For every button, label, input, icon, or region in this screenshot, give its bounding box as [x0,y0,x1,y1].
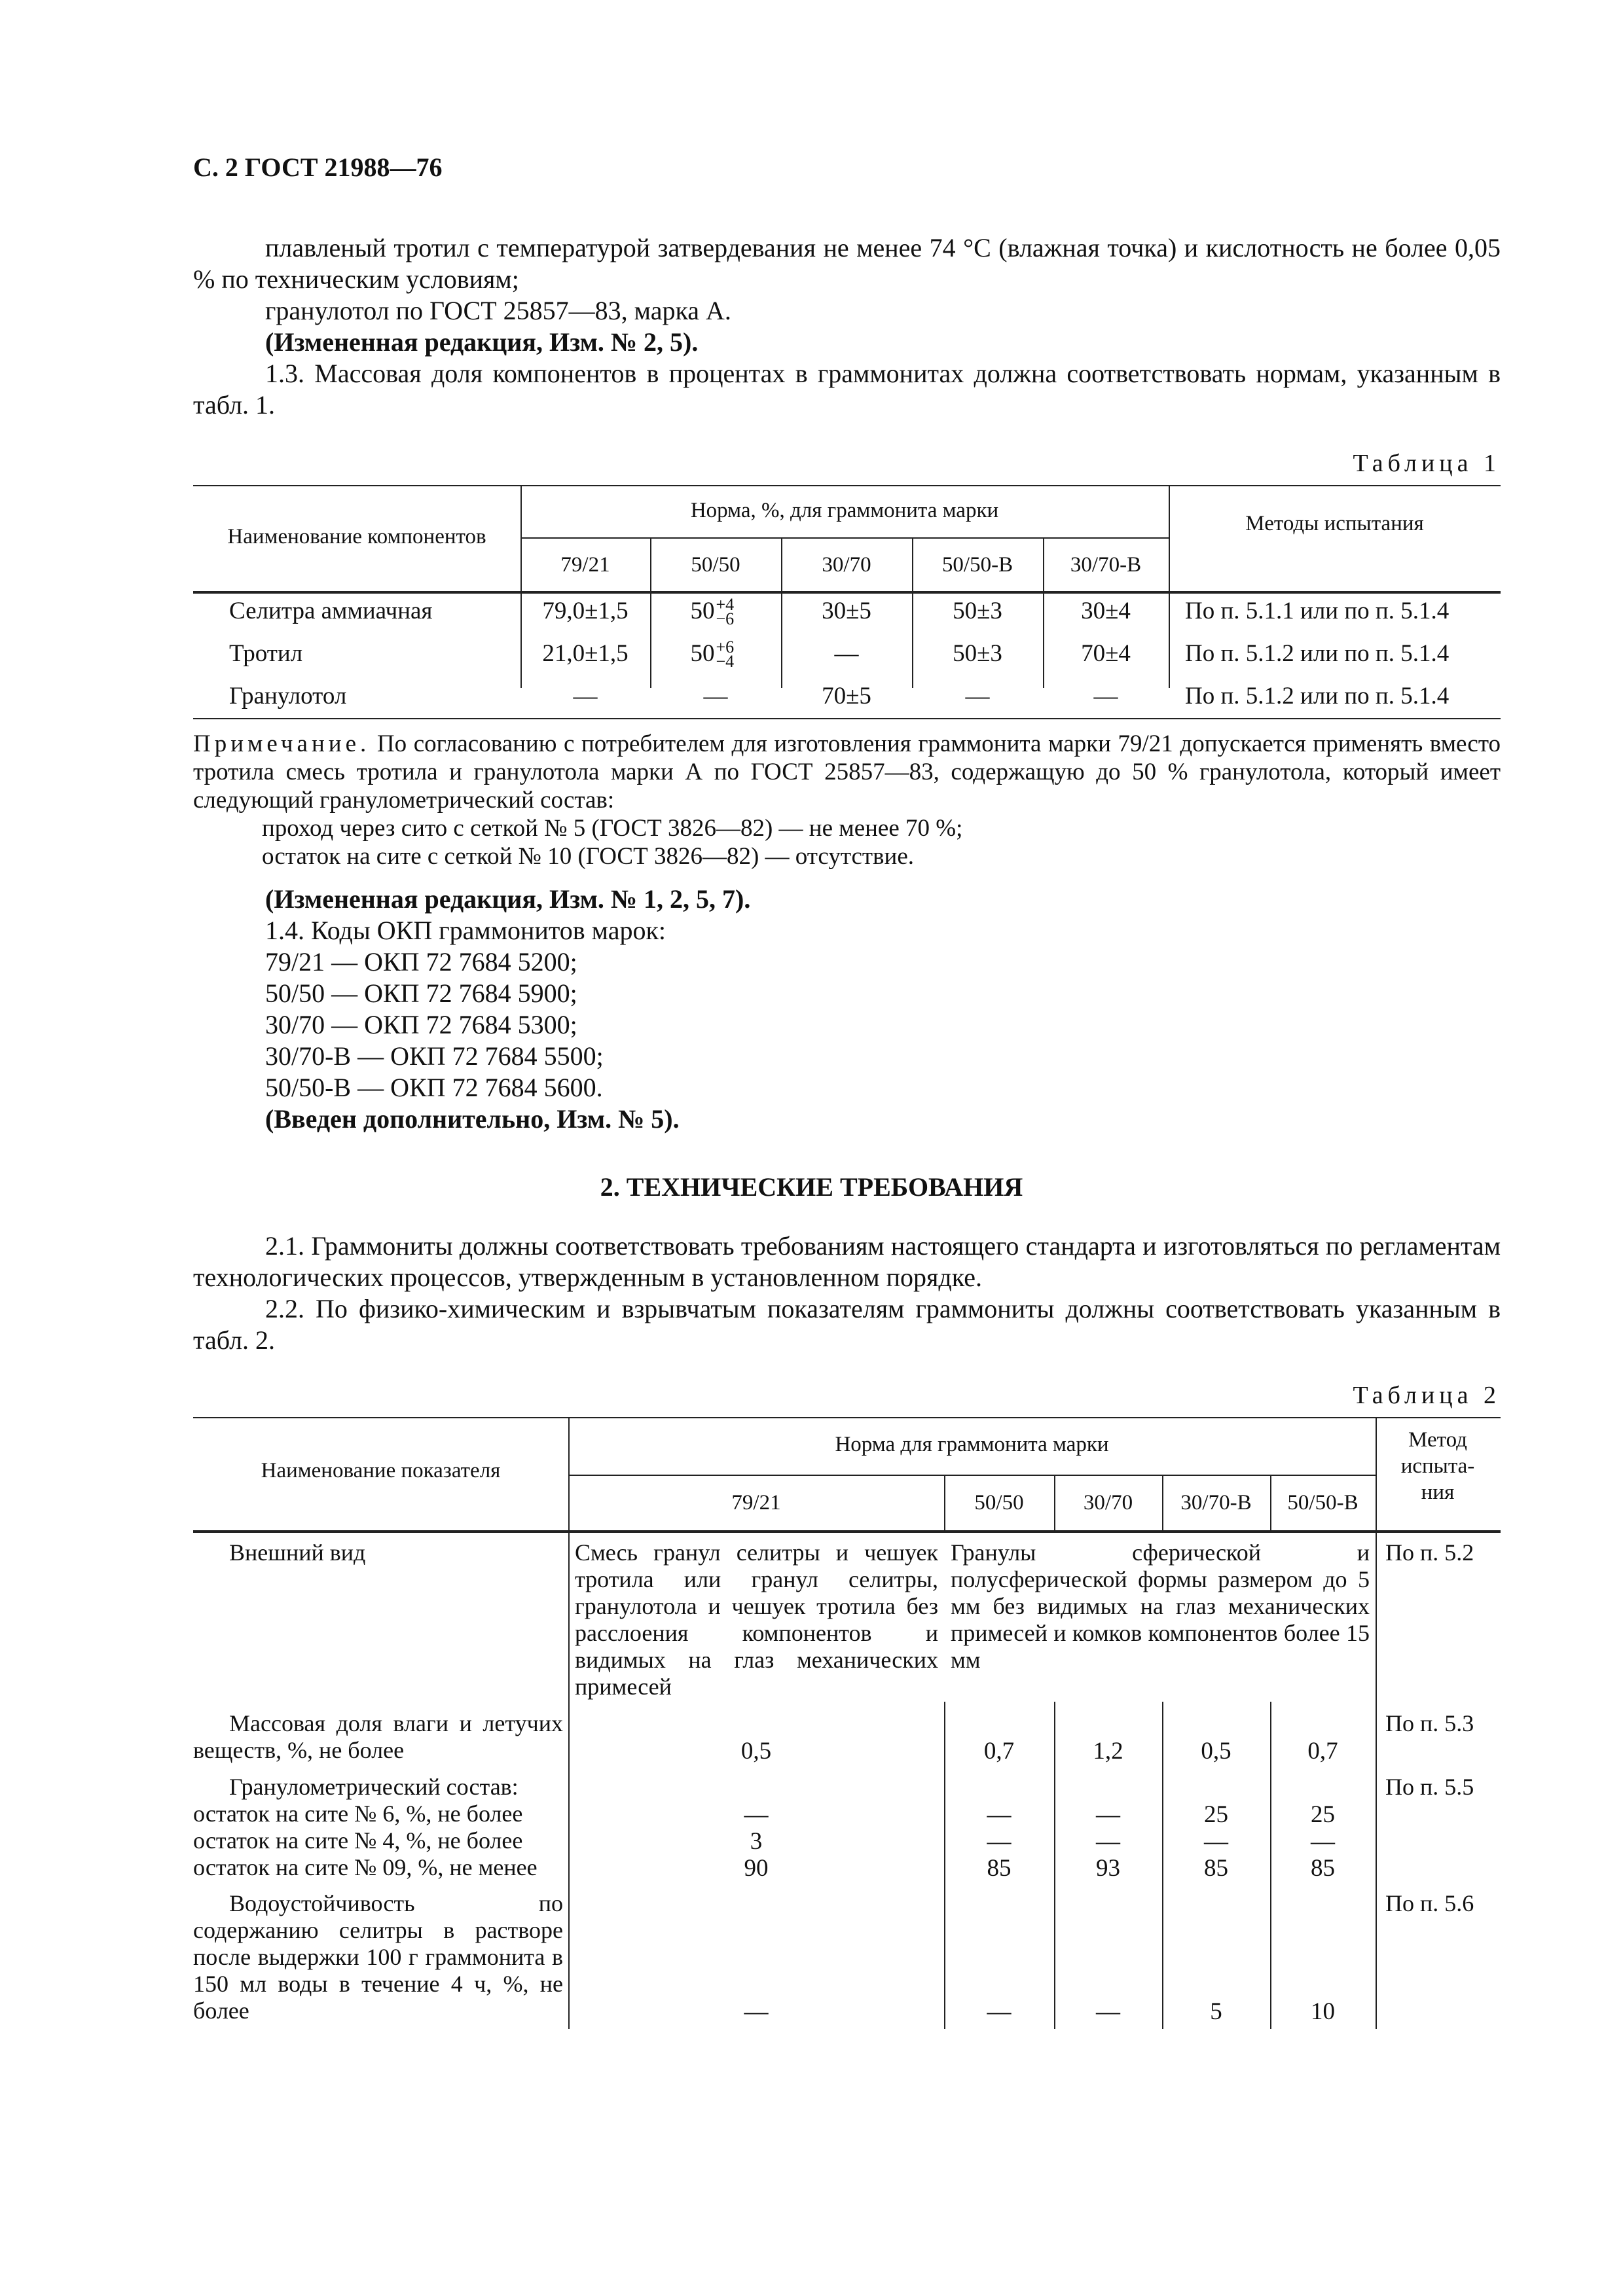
tolerance-lower: −4 [716,651,735,671]
table2-cell: 1,2 [1093,1738,1123,1765]
table2-header-rule [193,1530,1501,1533]
table1-top-rule [193,485,1501,486]
table1-grade-header: 50/50 [691,553,740,577]
table2-cell: — [744,1998,769,2025]
table2-row-name: Гранулометрический состав: [229,1774,519,1800]
table2-grade-header: 79/21 [731,1491,781,1515]
table1-grade-header: 30/70 [822,553,871,577]
amendment-note-3: (Введен дополнительно, Изм. № 5). [265,1104,680,1134]
table1-cell: 50±3 [953,640,1002,667]
amendment-note-1: (Измененная редакция, Изм. № 2, 5). [265,327,699,357]
okp-code: 79/21 — ОКП 72 7684 5200; [265,947,577,977]
table1-cell: — [703,683,728,709]
table1-note [193,730,1501,814]
table2-method: По п. 5.3 [1385,1710,1474,1736]
table2-method: По п. 5.6 [1385,1890,1474,1916]
table1-cell: 50±3 [953,598,1002,624]
table2-vline [1376,1417,1377,2029]
table2-col-norm-header: Норма для граммонита марки [835,1433,1109,1456]
tolerance-lower: −6 [716,609,735,628]
table2-cell: 25 [1204,1801,1228,1828]
table2-row-name: Водоустойчивость по содержанию селитры в растворе после выдержки 100 г граммонита в 150 мл воды в течение 4 ч, %, не более [193,1890,563,2024]
table1-cell-tolerance [650,594,781,628]
table1-row-name: Гранулотол [229,683,347,709]
table2-cell: — [744,1801,769,1828]
table2-cell: — [987,1998,1012,2025]
table1-col-name-header: Наименование компонентов [227,525,486,548]
table2-subrow-name: остаток на сите № 4, %, не более [193,1827,523,1854]
table1-col-norm-header: Норма, %, для граммонита марки [690,499,999,522]
table2-method: По п. 5.5 [1385,1774,1474,1800]
table2-cell: 3 [750,1828,763,1855]
table2-subrow-name: остаток на сите № 09, %, не менее [193,1854,538,1880]
table2-grade-header: 30/70 [1083,1491,1133,1515]
tolerance-limits [715,637,741,671]
table2-method: По п. 5.2 [1385,1539,1474,1566]
table1-cell: — [834,640,859,667]
table2-cell: 93 [1096,1855,1120,1882]
table2-cell: 25 [1311,1801,1335,1828]
table2-cell: — [987,1828,1012,1855]
paragraph-2-2: 2.2. По физико-химическим и взрывчатым показателям граммониты должны соответствовать указанным в табл. 2. [193,1294,1501,1355]
table1-method: По п. 5.1.2 или по п. 5.1.4 [1185,640,1450,667]
note-item: проход через сито с сеткой № 5 (ГОСТ 3826—82) — не менее 70 %; [262,815,963,842]
table1-cell: — [965,683,990,709]
table1-header-rule [193,591,1501,594]
table2-cell: — [1096,1828,1120,1855]
table2-caption: Таблица 2 [1353,1382,1501,1409]
table1-cell: 70±4 [1081,640,1131,667]
paragraph-1-3: 1.3. Массовая доля компонентов в процентах в граммонитах должна соответствовать нормам, указанным в табл. 1. [193,359,1501,420]
table1-col-method-header: Методы испытания [1245,512,1424,535]
table2-top-rule [193,1417,1501,1418]
table1-cell: — [1093,683,1118,709]
table1-grade-header: 79/21 [560,553,610,577]
table2-cell: 0,5 [1201,1738,1231,1765]
table1-cell-tolerance [650,639,781,669]
table1-cell: 30±4 [1081,598,1131,624]
section-title: 2. ТЕХНИЧЕСКИЕ ТРЕБОВАНИЯ [600,1172,1023,1202]
tolerance-limits [715,594,741,628]
table2-grade-header: 30/70-В [1180,1491,1252,1515]
table2-cell: 0,7 [1307,1738,1338,1765]
amendment-note-2: (Измененная редакция, Изм. № 1, 2, 5, 7). [265,884,751,914]
note-item: остаток на сите с сеткой № 10 (ГОСТ 3826—82) — отсутствие. [262,843,915,870]
table1-row-name: Тротил [229,640,303,667]
table1-bottom-rule [193,718,1501,719]
table1-cell: — [573,683,598,709]
table2-cell: — [1311,1828,1335,1855]
okp-code: 50/50 — ОКП 72 7684 5900; [265,978,577,1008]
table2-col-method-header: Метод испыта-ния [1400,1428,1475,1504]
note-label: Примечание. [193,730,371,757]
table2-cell: — [1096,1998,1120,2025]
table1-row-name: Селитра аммиачная [229,598,433,624]
table1-grade-header: 50/50-В [941,553,1013,577]
okp-code: 30/70-В — ОКП 72 7684 5500; [265,1041,604,1071]
note-text: По согласованию с потребителем для изготовления граммонита марки 79/21 допускается применять вместо тротила смесь тротила и гранулотола марки А по ГОСТ 25857—83, содержащую до 50 % гранулотола, который имеет следующий гранулометрический состав: [193,730,1501,814]
table2-col-name-header: Наименование показателя [261,1459,501,1482]
okp-code: 30/70 — ОКП 72 7684 5300; [265,1010,577,1039]
table2-cell: 0,5 [740,1738,772,1765]
table2-cell: 90 [744,1855,769,1882]
table2-appearance-7921: Смесь гранул селитры и чешуек тротила или гранул селитры, гранулотола и чешуек тротила без расслоения компонентов и видимых на глаз механических примесей [575,1539,938,1700]
table2-grade-header: 50/50 [974,1491,1024,1515]
table2-cell: 85 [1311,1855,1335,1882]
tolerance-upper: +6 [716,637,735,656]
table1-header-divider [520,537,1169,539]
table2-cell: — [1096,1801,1120,1828]
table1-method: По п. 5.1.1 или по п. 5.1.4 [1185,598,1450,624]
table1-cell: 70±5 [822,683,871,709]
table2-cell: — [1204,1828,1228,1855]
table2-appearance-other: Гранулы сферической и полусферической формы размером до 5 мм без видимых на глаз механических примесей и комков компонентов более 15 мм [951,1539,1370,1673]
table2-grade-header: 50/50-В [1287,1491,1359,1515]
intro-granulotol: гранулотол по ГОСТ 25857—83, марка А. [265,296,731,325]
table1-caption: Таблица 1 [1353,450,1501,477]
table2-cell: 10 [1311,1998,1335,2025]
table1-method: По п. 5.1.2 или по п. 5.1.4 [1185,683,1450,709]
tolerance-base: 50 [690,640,715,667]
tolerance-base: 50 [690,598,715,624]
table2-cell: 85 [987,1855,1012,1882]
table1-cell: 79,0±1,5 [542,598,629,624]
page-header: С. 2 ГОСТ 21988—76 [193,152,443,182]
table2-row-name: Массовая доля влаги и летучих веществ, %, не более [193,1710,563,1763]
paragraph-2-1: 2.1. Граммониты должны соответствовать требованиям настоящего стандарта и изготовляться по регламентам технологических процессов, утвержденным в установленном порядке. [193,1231,1501,1292]
table1-grade-header: 30/70-В [1070,553,1142,577]
tolerance-upper: +4 [716,594,735,614]
intro-paragraph: плавленый тротил с температурой затвердевания не менее 74 °С (влажная точка) и кислотность не более 0,05 % по техническим условиям; [193,233,1501,294]
table2-subrow-name: остаток на сите № 6, %, не более [193,1801,523,1827]
table2-cell: — [987,1801,1012,1828]
table2-row-name: Внешний вид [229,1539,366,1566]
okp-code: 50/50-В — ОКП 72 7684 5600. [265,1073,603,1102]
table2-cell: 0,7 [983,1738,1015,1765]
table2-cell: 85 [1204,1855,1228,1882]
table1-cell: 21,0±1,5 [542,640,629,667]
table2-cell: 5 [1210,1998,1222,2025]
table1-cell: 30±5 [822,598,871,624]
paragraph-1-4: 1.4. Коды ОКП граммонитов марок: [265,916,666,945]
table2-header-divider [568,1475,1376,1476]
